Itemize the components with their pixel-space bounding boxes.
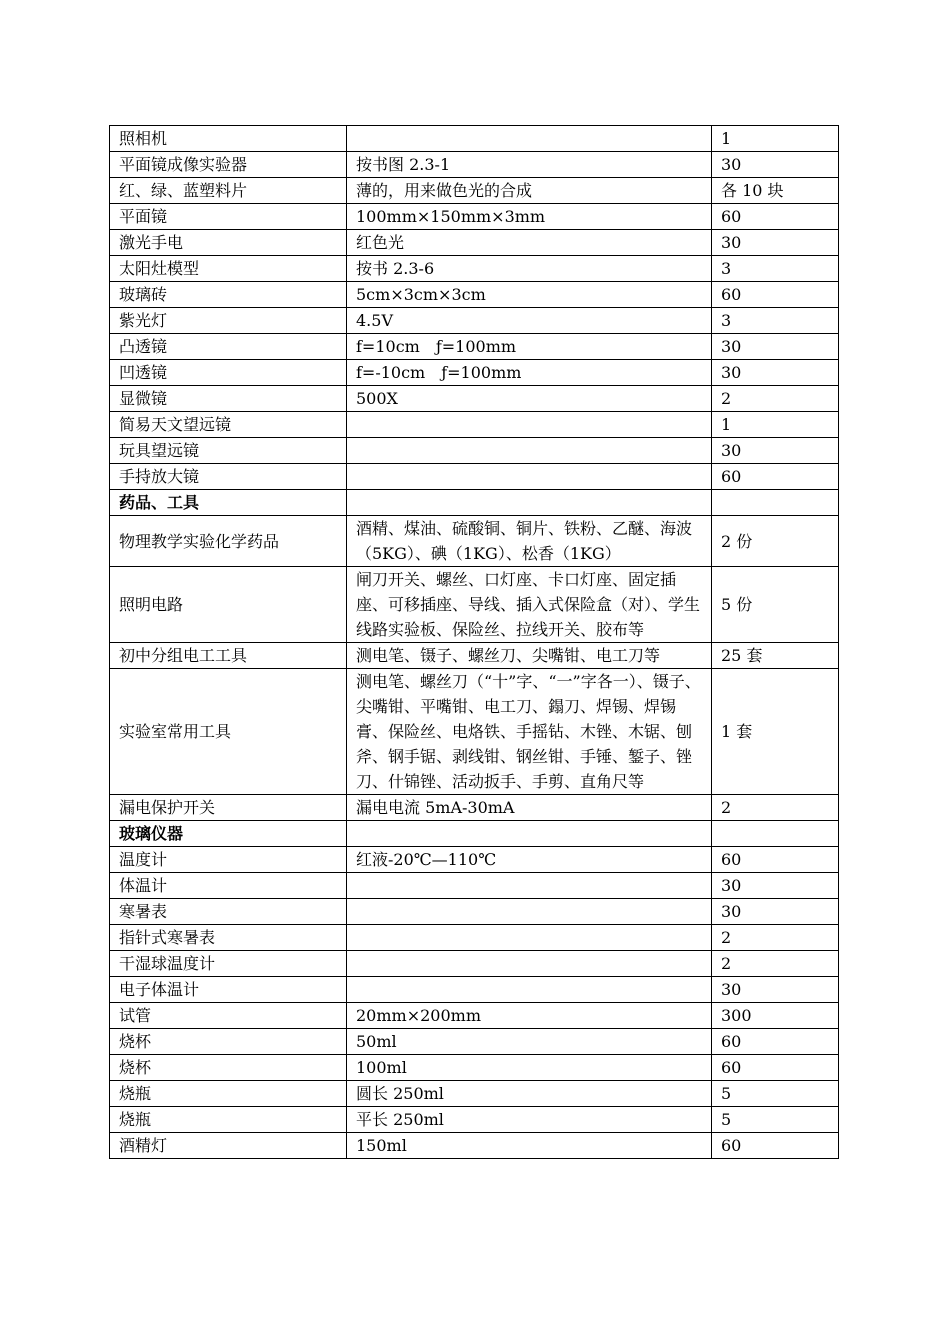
item-quantity-cell: 2 [712,386,839,412]
item-quantity-cell: 2 份 [712,516,839,567]
item-quantity-cell: 60 [712,1029,839,1055]
table-row [110,847,839,873]
section-header-row [110,821,839,847]
item-spec-cell: f=-10cm ƒ=100mm [347,360,712,386]
table-row [110,1003,839,1029]
table-row [110,386,839,412]
item-name-cell: 烧杯 [110,1055,347,1081]
item-spec-cell: 按书图 2.3-1 [347,152,712,178]
item-name-cell: 激光手电 [110,230,347,256]
item-spec-cell: f=10cm ƒ=100mm [347,334,712,360]
item-name-cell: 简易天文望远镜 [110,412,347,438]
item-name-cell: 指针式寒暑表 [110,925,347,951]
item-spec-cell [347,951,712,977]
table-row [110,1081,839,1107]
item-quantity-cell: 2 [712,795,839,821]
table-row [110,1133,839,1159]
item-spec-cell [347,126,712,152]
item-name-cell: 显微镜 [110,386,347,412]
table-row [110,230,839,256]
table-row [110,795,839,821]
item-name-cell: 平面镜 [110,204,347,230]
item-quantity-cell: 60 [712,204,839,230]
item-spec-cell: 薄的，用来做色光的合成 [347,178,712,204]
item-quantity-cell: 2 [712,925,839,951]
table-row [110,977,839,1003]
item-quantity-cell: 60 [712,1055,839,1081]
item-spec-cell: 漏电电流 5mA-30mA [347,795,712,821]
item-quantity-cell: 60 [712,282,839,308]
item-spec-cell: 圆长 250ml [347,1081,712,1107]
item-quantity-cell: 60 [712,847,839,873]
item-spec-cell [347,490,712,516]
item-spec-cell [347,899,712,925]
item-quantity-cell: 1 [712,126,839,152]
table-row [110,126,839,152]
item-quantity-cell: 30 [712,230,839,256]
table-row [110,334,839,360]
table-row [110,178,839,204]
table-row [110,204,839,230]
item-name-cell: 烧瓶 [110,1081,347,1107]
item-quantity-cell [712,821,839,847]
table-row [110,1107,839,1133]
table-row [110,282,839,308]
item-name-cell: 漏电保护开关 [110,795,347,821]
equipment-table-body [110,126,839,1159]
item-name-cell: 照明电路 [110,567,347,643]
item-spec-cell: 酒精、煤油、硫酸铜、铜片、铁粉、乙醚、海波（5KG）、碘（1KG）、松香（1KG） [347,516,712,567]
item-quantity-cell [712,490,839,516]
item-name-cell: 玩具望远镜 [110,438,347,464]
item-quantity-cell: 1 [712,412,839,438]
item-spec-cell: 500X [347,386,712,412]
section-title: 玻璃仪器 [110,821,347,847]
item-spec-cell: 按书 2.3-6 [347,256,712,282]
item-quantity-cell: 1 套 [712,669,839,795]
item-name-cell: 温度计 [110,847,347,873]
item-spec-cell: 平长 250ml [347,1107,712,1133]
item-quantity-cell: 60 [712,1133,839,1159]
item-name-cell: 照相机 [110,126,347,152]
item-name-cell: 凹透镜 [110,360,347,386]
item-spec-cell [347,977,712,1003]
item-name-cell: 手持放大镜 [110,464,347,490]
item-name-cell: 凸透镜 [110,334,347,360]
item-spec-cell: 红色光 [347,230,712,256]
item-spec-cell [347,438,712,464]
table-row [110,516,839,567]
table-row [110,669,839,795]
table-row [110,438,839,464]
item-name-cell: 体温计 [110,873,347,899]
table-row [110,360,839,386]
table-row [110,464,839,490]
item-spec-cell: 5cm×3cm×3cm [347,282,712,308]
table-row [110,308,839,334]
item-quantity-cell: 30 [712,873,839,899]
item-quantity-cell: 5 [712,1081,839,1107]
item-spec-cell [347,412,712,438]
item-quantity-cell: 30 [712,977,839,1003]
item-name-cell: 电子体温计 [110,977,347,1003]
table-row [110,873,839,899]
item-quantity-cell: 2 [712,951,839,977]
item-spec-cell [347,925,712,951]
item-quantity-cell: 3 [712,308,839,334]
item-name-cell: 玻璃砖 [110,282,347,308]
item-spec-cell: 测电笔、螺丝刀（“十”字、“一”字各一）、镊子、尖嘴钳、平嘴钳、电工刀、鎉刀、焊锡、焊锡膏、保险丝、电烙铁、手摇钻、木锉、木锯、刨斧、钢手锯、剥线钳、钢丝钳、手锤、錾子、锉刀、什锦锉、活动扳手、手剪、直角尺等 [347,669,712,795]
item-spec-cell: 100mm×150mm×3mm [347,204,712,230]
item-quantity-cell: 30 [712,438,839,464]
item-name-cell: 红、绿、蓝塑料片 [110,178,347,204]
item-name-cell: 物理教学实验化学药品 [110,516,347,567]
item-name-cell: 试管 [110,1003,347,1029]
item-spec-cell: 50ml [347,1029,712,1055]
item-quantity-cell: 25 套 [712,643,839,669]
item-quantity-cell: 300 [712,1003,839,1029]
item-quantity-cell: 30 [712,152,839,178]
item-name-cell: 实验室常用工具 [110,669,347,795]
item-quantity-cell: 3 [712,256,839,282]
table-row [110,1029,839,1055]
item-spec-cell: 100ml [347,1055,712,1081]
item-spec-cell: 20mm×200mm [347,1003,712,1029]
item-spec-cell: 测电笔、镊子、螺丝刀、尖嘴钳、电工刀等 [347,643,712,669]
table-row [110,899,839,925]
item-quantity-cell: 30 [712,360,839,386]
item-quantity-cell: 5 份 [712,567,839,643]
section-header-row [110,490,839,516]
table-row [110,925,839,951]
item-name-cell: 紫光灯 [110,308,347,334]
table-row [110,256,839,282]
item-quantity-cell: 5 [712,1107,839,1133]
table-row [110,152,839,178]
equipment-table [109,125,839,1159]
item-spec-cell: 150ml [347,1133,712,1159]
table-row [110,951,839,977]
item-spec-cell: 闸刀开关、螺丝、口灯座、卡口灯座、固定插座、可移插座、导线、插入式保险盒（对）、学生线路实验板、保险丝、拉线开关、胶布等 [347,567,712,643]
item-name-cell: 初中分组电工工具 [110,643,347,669]
item-name-cell: 寒暑表 [110,899,347,925]
table-row [110,643,839,669]
item-spec-cell [347,873,712,899]
section-title: 药品、工具 [110,490,347,516]
item-quantity-cell: 30 [712,334,839,360]
item-name-cell: 平面镜成像实验器 [110,152,347,178]
item-spec-cell [347,464,712,490]
table-row [110,412,839,438]
item-name-cell: 酒精灯 [110,1133,347,1159]
item-spec-cell [347,821,712,847]
table-row [110,567,839,643]
item-quantity-cell: 各 10 块 [712,178,839,204]
item-name-cell: 烧瓶 [110,1107,347,1133]
table-row [110,1055,839,1081]
item-spec-cell: 4.5V [347,308,712,334]
item-name-cell: 干湿球温度计 [110,951,347,977]
item-quantity-cell: 30 [712,899,839,925]
item-name-cell: 太阳灶模型 [110,256,347,282]
item-quantity-cell: 60 [712,464,839,490]
item-name-cell: 烧杯 [110,1029,347,1055]
item-spec-cell: 红液-20℃—110℃ [347,847,712,873]
